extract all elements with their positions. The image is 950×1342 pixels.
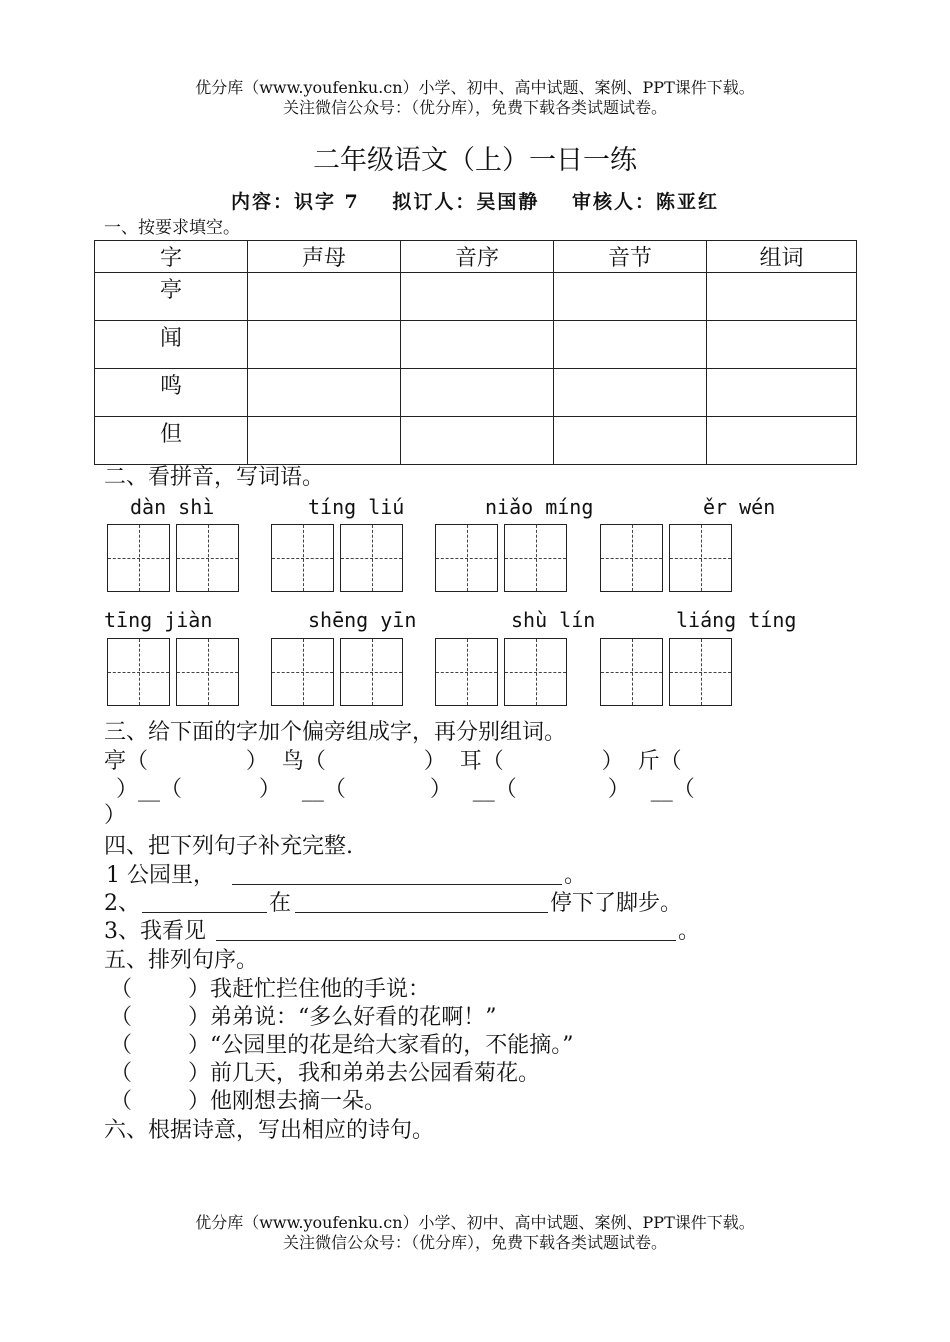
pinyin-label: tīng jiàn — [104, 608, 213, 632]
q1-prefix: 1 公园里， — [106, 863, 215, 888]
table-row — [95, 321, 857, 369]
pinyin-label: dàn shì — [130, 495, 215, 519]
radical-line-3: ） — [104, 803, 127, 828]
writing-box[interactable] — [669, 638, 732, 706]
meta-reviewer: 审核人：陈亚红 — [572, 191, 720, 213]
col-header: 组词 — [707, 241, 857, 273]
answer-cell[interactable] — [401, 321, 554, 369]
q2-mid: 在 — [269, 891, 292, 916]
order-item: （ ）他刚想去摘一朵。 — [110, 1089, 386, 1114]
writing-box[interactable] — [435, 524, 498, 592]
order-item: （ ）“公园里的花是给大家看的，不能摘。” — [110, 1033, 574, 1058]
col-header: 字 — [95, 241, 248, 273]
pinyin-label: tíng liú — [308, 495, 405, 519]
answer-cell[interactable] — [554, 369, 707, 417]
writing-box[interactable] — [504, 638, 567, 706]
row-char: 但 — [95, 417, 248, 465]
answer-line[interactable] — [295, 912, 548, 913]
table-row — [95, 369, 857, 417]
answer-line[interactable] — [216, 940, 676, 941]
order-item: （ ）前几天，我和弟弟去公园看菊花。 — [110, 1061, 540, 1086]
radical-line-1: 亭（ ） 鸟（ ） 耳（ ） 斤（ — [104, 749, 682, 774]
meta-author: 拟订人：吴国静 — [392, 191, 540, 213]
pinyin-label: liáng tíng — [676, 608, 797, 632]
col-header: 声母 — [248, 241, 401, 273]
order-item: （ ）弟弟说：“多么好看的花啊！” — [110, 1005, 497, 1030]
answer-cell[interactable] — [401, 369, 554, 417]
footer-line-1: 优分库（www.youfenku.cn）小学、初中、高中试题、案例、PPT课件下载。 — [195, 1213, 755, 1232]
col-header: 音节 — [554, 241, 707, 273]
pinyin-label: shù lín — [511, 608, 596, 632]
meta-line — [0, 187, 950, 214]
pinyin-label: niǎo míng — [485, 495, 594, 519]
answer-cell[interactable] — [707, 321, 857, 369]
q2-prefix: 2、 — [104, 891, 140, 916]
row-char: 闻 — [95, 321, 248, 369]
q3-prefix: 3、我看见 — [104, 919, 206, 944]
pinyin-label: ěr wén — [703, 495, 776, 519]
answer-cell[interactable] — [401, 417, 554, 465]
writing-box[interactable] — [107, 524, 170, 592]
answer-cell[interactable] — [554, 417, 707, 465]
section-2-heading: 二、看拼音，写词语。 — [104, 465, 325, 490]
meta-content: 内容：识字 7 — [230, 191, 360, 213]
writing-box[interactable] — [435, 638, 498, 706]
table-row — [95, 417, 857, 465]
answer-cell[interactable] — [707, 417, 857, 465]
answer-line[interactable] — [142, 912, 267, 913]
table-row — [95, 273, 857, 321]
header-line-2: 关注微信公众号：（优分库），免费下载各类试题试卷。 — [282, 98, 667, 117]
row-char: 鸣 — [95, 369, 248, 417]
q3-suffix: 。 — [678, 919, 701, 944]
footer-line-2: 关注微信公众号：（优分库），免费下载各类试题试卷。 — [282, 1233, 667, 1252]
radical-line-2: ）__（ ） __（ ） __（ ） __（ — [116, 777, 695, 802]
writing-box[interactable] — [271, 524, 334, 592]
section-5-heading: 五、排列句序。 — [104, 948, 259, 973]
col-header: 音序 — [401, 241, 554, 273]
writing-box[interactable] — [340, 524, 403, 592]
answer-cell[interactable] — [401, 273, 554, 321]
section-3-heading: 三、给下面的字加个偏旁组成字，再分别组词。 — [104, 720, 567, 745]
table-header-row — [95, 241, 857, 273]
answer-line[interactable] — [232, 884, 562, 885]
writing-box[interactable] — [107, 638, 170, 706]
q2-suffix: 停下了脚步。 — [550, 891, 683, 916]
writing-box[interactable] — [600, 524, 663, 592]
answer-cell[interactable] — [554, 273, 707, 321]
writing-box[interactable] — [271, 638, 334, 706]
section-1-heading: 一、按要求填空。 — [104, 218, 240, 238]
header-line-1: 优分库（www.youfenku.cn）小学、初中、高中试题、案例、PPT课件下载。 — [195, 78, 755, 97]
order-item: （ ）我赶忙拦住他的手说： — [110, 977, 430, 1002]
writing-box[interactable] — [669, 524, 732, 592]
writing-box[interactable] — [504, 524, 567, 592]
writing-box[interactable] — [600, 638, 663, 706]
section-6-heading: 六、根据诗意，写出相应的诗句。 — [104, 1118, 435, 1143]
answer-cell[interactable] — [248, 417, 401, 465]
answer-cell[interactable] — [248, 273, 401, 321]
answer-cell[interactable] — [248, 369, 401, 417]
answer-cell[interactable] — [707, 273, 857, 321]
writing-box[interactable] — [176, 524, 239, 592]
writing-box[interactable] — [340, 638, 403, 706]
section-4-heading: 四、把下列句子补充完整. — [104, 834, 353, 859]
page-title: 二年级语文（上）一日一练 — [313, 145, 637, 176]
fill-table — [94, 240, 857, 465]
answer-cell[interactable] — [554, 321, 707, 369]
writing-box[interactable] — [176, 638, 239, 706]
q1-suffix: 。 — [564, 863, 587, 888]
row-char: 亭 — [95, 273, 248, 321]
answer-cell[interactable] — [707, 369, 857, 417]
pinyin-label: shēng yīn — [308, 608, 417, 632]
answer-cell[interactable] — [248, 321, 401, 369]
